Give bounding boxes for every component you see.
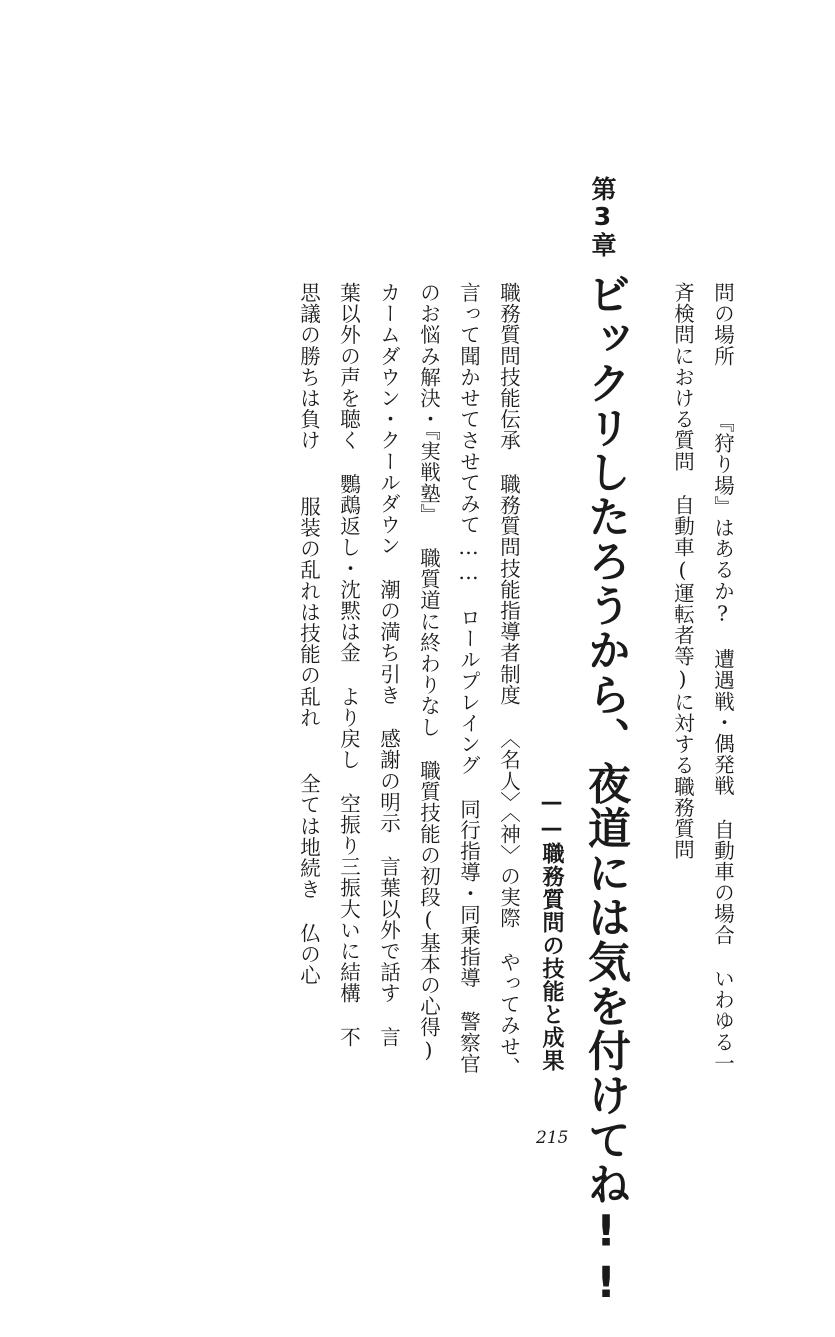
- toc-column-8: [298, 282, 319, 986]
- toc-entry: 職務質問技能指導者制度: [496, 473, 521, 706]
- toc-column-6: [378, 282, 399, 1047]
- toc-entry: 言って聞かせてさせてみて……: [456, 282, 481, 585]
- page-number: 215: [536, 1128, 569, 1148]
- toc-entry: 遭遇戦・偶発戦: [710, 648, 735, 797]
- toc-entry: やってみせ、: [496, 951, 521, 1078]
- toc-entry: ロールプレイング: [456, 606, 481, 776]
- toc-entry: 警察官: [456, 1010, 481, 1075]
- toc-entry: 鸚鵡返し・沈黙は金: [336, 473, 361, 664]
- toc-entry: 感謝の明示: [376, 728, 401, 834]
- toc-column-2: [672, 282, 693, 860]
- toc-column-3: [498, 282, 519, 1078]
- chapter-subtitle: ——職務質問の技能と成果: [539, 790, 564, 1072]
- toc-entry: 潮の満ち引き: [376, 578, 401, 706]
- toc-entry: のお悩み解決・『実戦塾』: [416, 282, 441, 525]
- toc-entry: 不: [336, 1026, 361, 1048]
- toc-entry: 言: [376, 1026, 401, 1048]
- toc-entry: 職務質問技能伝承: [496, 282, 521, 451]
- toc-column-1: [712, 282, 733, 1073]
- toc-entry: 自動車(運転者等)に対する職務質問: [670, 494, 695, 861]
- toc-entry: カームダウン・クールダウン: [376, 282, 401, 557]
- toc-column-7: [338, 282, 359, 1047]
- toc-column-4: [458, 282, 479, 1074]
- toc-entry: 職質技能の初段(基本の心得): [416, 759, 441, 1063]
- toc-entry: 『狩り場』はあるか?: [710, 411, 735, 626]
- toc-entry: 職質道に終わりなし: [416, 547, 441, 738]
- toc-entry: 服装の乱れは技能の乱れ: [296, 495, 321, 729]
- toc-column-5: [418, 282, 439, 1062]
- toc-entry: 全ては地続き: [296, 773, 321, 900]
- toc-entry: 仏の心: [296, 922, 321, 986]
- toc-entry: 空振り三振大いに結構: [336, 792, 361, 1004]
- toc-entry: 〈名人〉〈神〉の実際: [496, 728, 521, 929]
- chapter-label: 第3章: [588, 176, 617, 258]
- toc-entry: 葉以外の声を聴く: [336, 282, 361, 451]
- toc-entry: 同行指導・同乗指導: [456, 798, 481, 989]
- toc-entry: 言葉以外で話す: [376, 856, 401, 1004]
- toc-entry: より戻し: [336, 685, 361, 771]
- chapter-title: ビックリしたろうから、夜道には気を付けてね!!: [581, 272, 631, 1310]
- toc-entry: 斉検問における質問: [670, 282, 695, 472]
- toc-entry: いわゆる一: [710, 967, 735, 1074]
- toc-entry: 思議の勝ちは負け: [296, 282, 321, 451]
- toc-entry: 自動車の場合: [710, 818, 735, 946]
- toc-entry: 問の場所: [710, 282, 735, 367]
